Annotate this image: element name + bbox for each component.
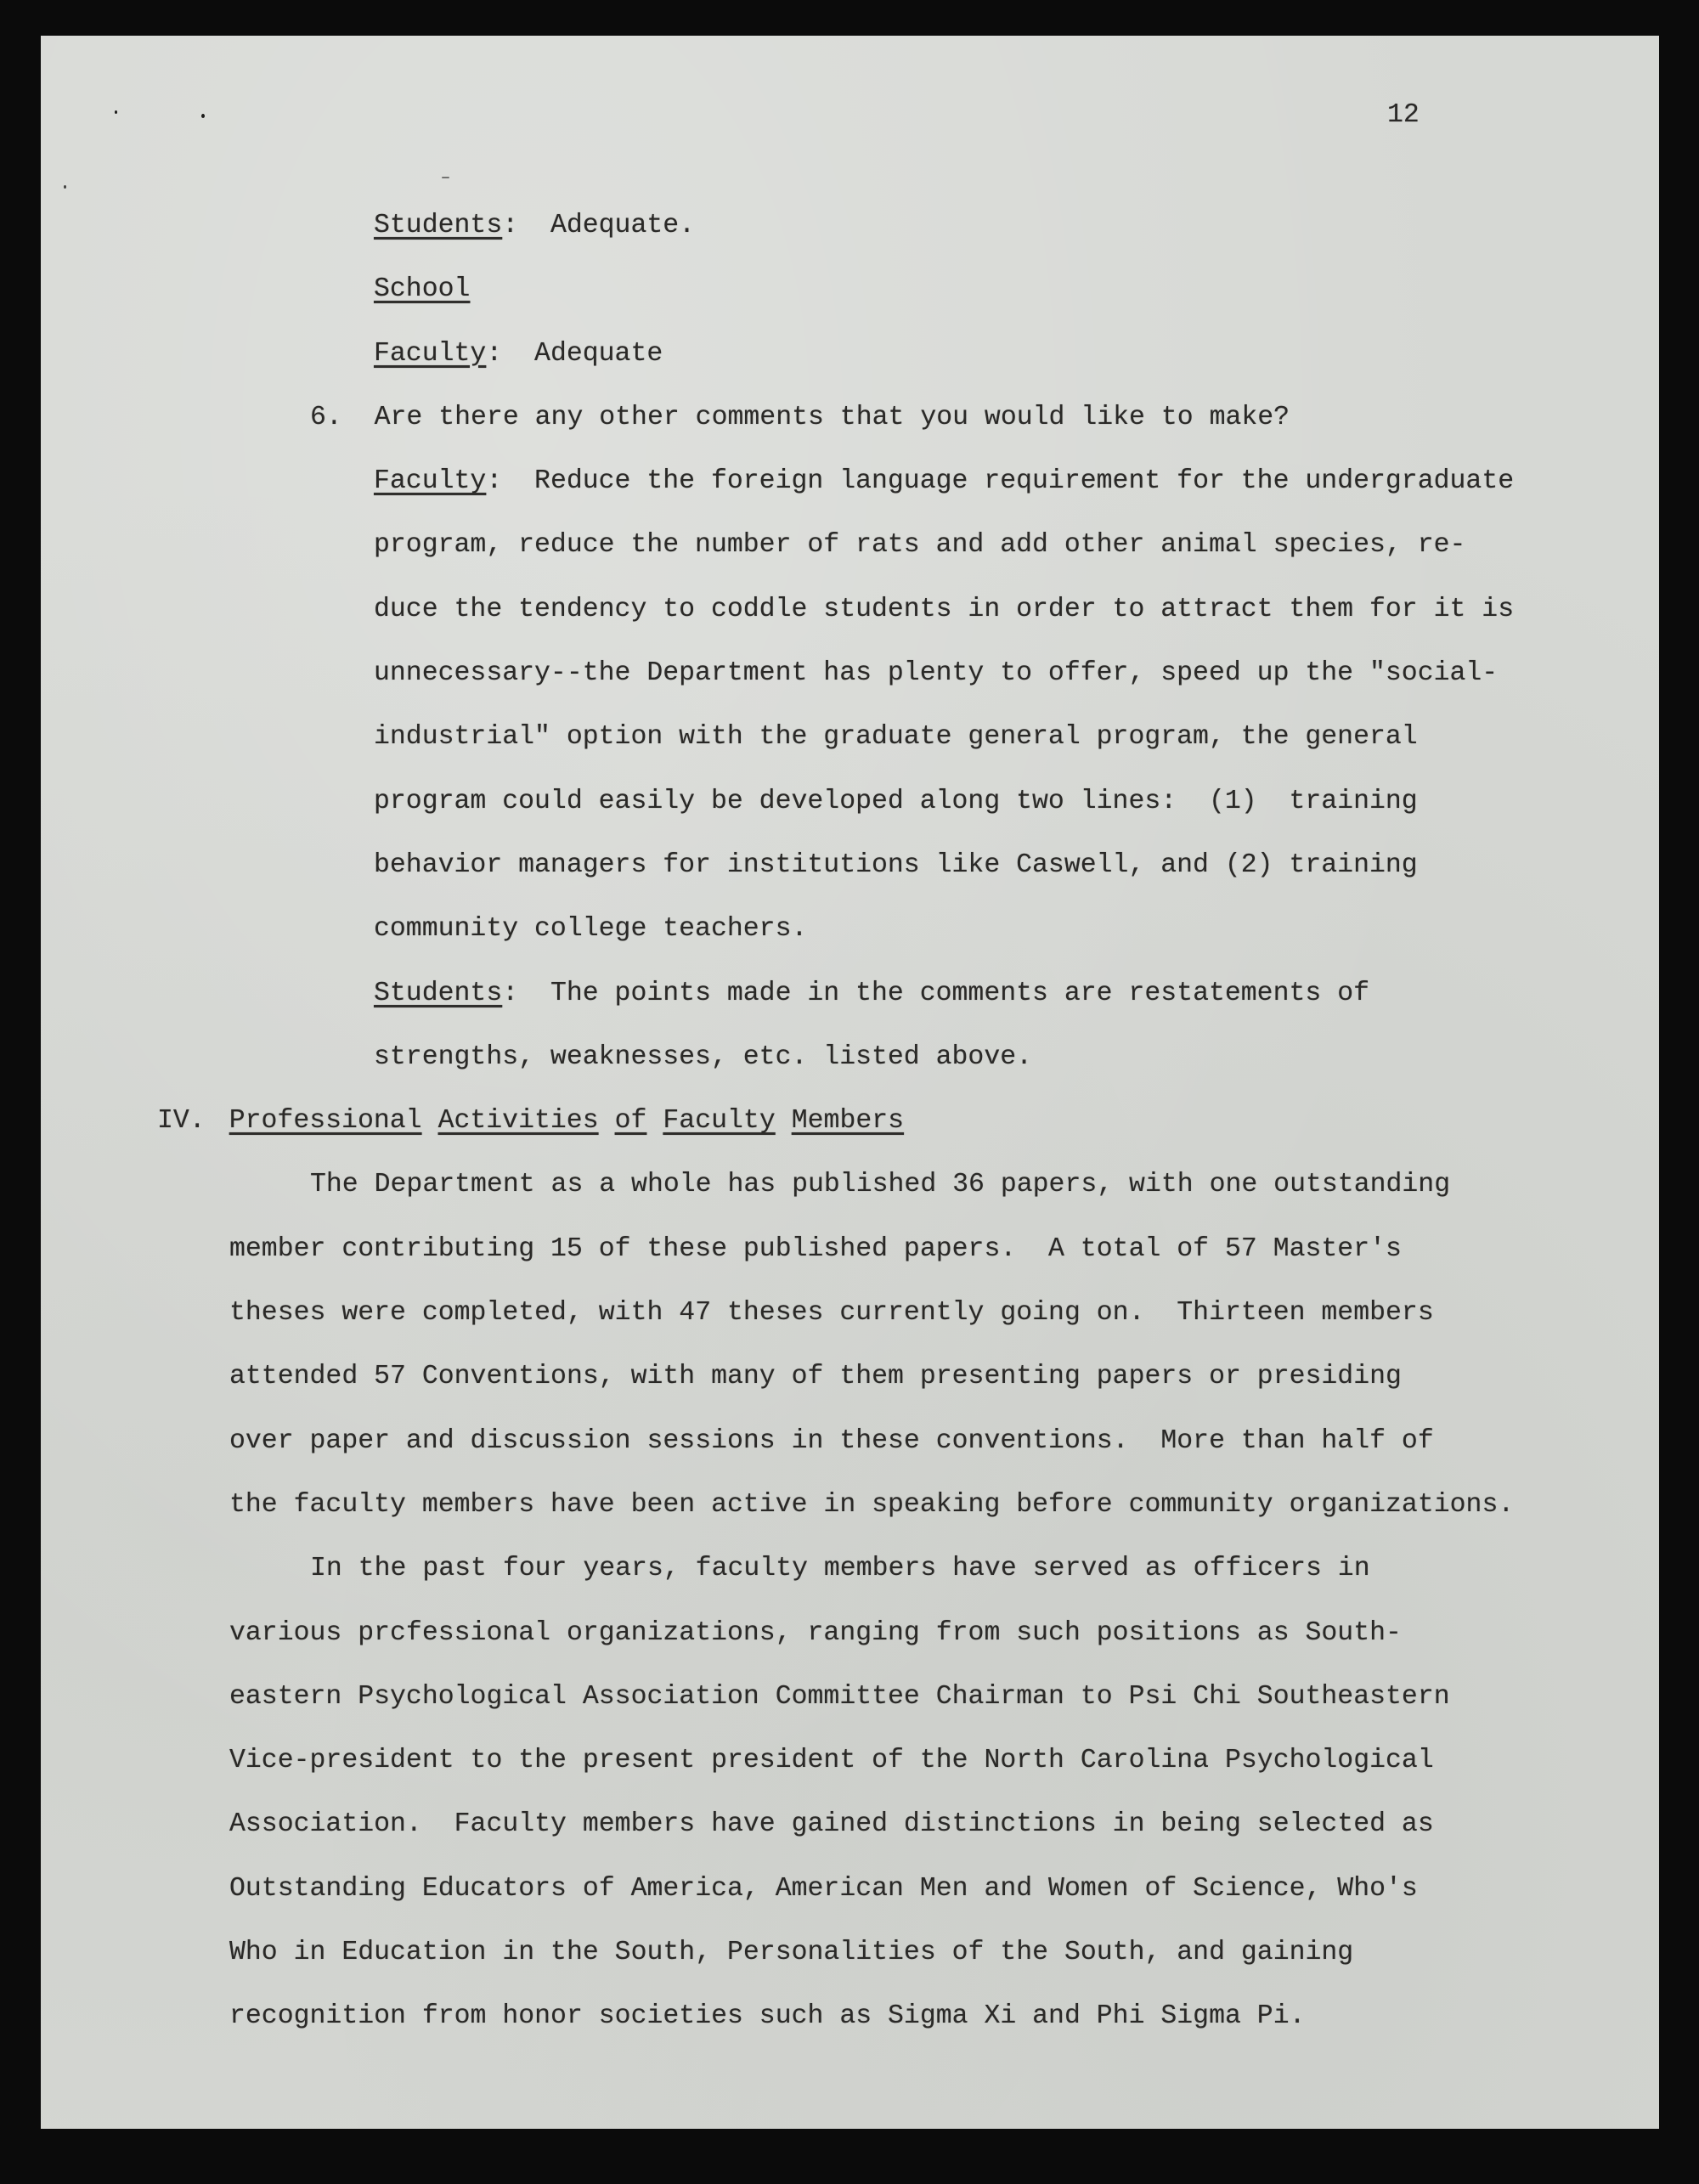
paragraph-text: Association. Faculty members have gained distinctions in being selected as bbox=[229, 1809, 1434, 1840]
line-paragraph2-3 bbox=[229, 1665, 1659, 1729]
paragraph-text: Who in Education in the South, Personalities of the South, and gaining bbox=[229, 1938, 1354, 1968]
line-paragraph2-4 bbox=[229, 1729, 1659, 1792]
faculty-label: Faculty bbox=[374, 338, 487, 369]
paragraph-text: member contributing 15 of these published papers. A total of 57 Master's bbox=[229, 1233, 1402, 1264]
line-paragraph1-4 bbox=[229, 1345, 1659, 1408]
document-body bbox=[41, 194, 1659, 2049]
line-students-response-2 bbox=[374, 1025, 1659, 1089]
students-label: Students bbox=[374, 211, 503, 240]
heading-word: Activities bbox=[437, 1106, 599, 1137]
faculty-value: : Adequate bbox=[486, 338, 663, 369]
line-faculty-response-1 bbox=[374, 449, 1659, 513]
heading-word: Professional bbox=[229, 1106, 422, 1137]
line-paragraph1-3 bbox=[229, 1281, 1659, 1345]
faculty-label: Faculty bbox=[374, 466, 487, 497]
line-section-iv-heading bbox=[157, 1089, 1659, 1153]
paragraph-text: recognition from honor societies such as Sigma Xi and Phi Sigma Pi. bbox=[229, 2001, 1306, 2032]
faculty-response-text: unnecessary--the Department has plenty to offer, speed up the "social- bbox=[374, 658, 1499, 689]
line-school-heading bbox=[374, 257, 1659, 321]
heading-word: Members bbox=[791, 1106, 905, 1137]
page-number: 12 bbox=[1387, 100, 1420, 130]
line-students-adequate bbox=[374, 194, 1659, 257]
document-page bbox=[41, 36, 1659, 2129]
faculty-response-text: : Reduce the foreign language requirement for the undergraduate bbox=[486, 466, 1515, 497]
paragraph-text: theses were completed, with 47 theses currently going on. Thirteen members bbox=[229, 1298, 1434, 1329]
faculty-response-text: program could easily be developed along two lines: (1) training bbox=[374, 786, 1418, 816]
paragraph-text: the faculty members have been active in speaking before community organizations. bbox=[229, 1489, 1515, 1520]
line-paragraph1-5 bbox=[229, 1409, 1659, 1473]
faculty-response-text: industrial" option with the graduate general program, the general bbox=[374, 722, 1418, 753]
line-paragraph2-6 bbox=[229, 1857, 1659, 1921]
school-label: School bbox=[374, 274, 471, 305]
scan-speck bbox=[64, 185, 66, 189]
line-paragraph2-1 bbox=[310, 1537, 1659, 1600]
line-students-response-1 bbox=[374, 962, 1659, 1025]
paragraph-text: Outstanding Educators of America, American Men and Women of Science, Who's bbox=[229, 1873, 1418, 1904]
question-6-text: 6. Are there any other comments that you would like to make? bbox=[310, 402, 1290, 432]
students-response-text: : The points made in the comments are restatements of bbox=[502, 978, 1370, 1008]
heading-word: Faculty bbox=[663, 1106, 776, 1137]
faculty-response-text: community college teachers. bbox=[374, 914, 808, 945]
line-paragraph1-6 bbox=[229, 1473, 1659, 1537]
line-paragraph2-5 bbox=[229, 1792, 1659, 1856]
faculty-response-text: program, reduce the number of rats and add other animal species, re- bbox=[374, 530, 1466, 561]
paragraph-text: over paper and discussion sessions in these conventions. More than half of bbox=[229, 1425, 1434, 1456]
paragraph-text: eastern Psychological Association Committee Chairman to Psi Chi Southeastern bbox=[229, 1681, 1450, 1712]
paragraph-text: various prcfessional organizations, ranging from such positions as South- bbox=[229, 1617, 1402, 1648]
line-paragraph2-8 bbox=[229, 1984, 1659, 2048]
section-numeral: IV. bbox=[157, 1106, 206, 1137]
heading-word: of bbox=[614, 1106, 647, 1137]
scan-speck bbox=[442, 177, 449, 178]
line-faculty-response-6 bbox=[374, 770, 1659, 833]
students-label: Students bbox=[374, 978, 503, 1008]
faculty-response-text: duce the tendency to coddle students in order to attract them for it is bbox=[374, 594, 1515, 624]
paragraph-text: attended 57 Conventions, with many of them presenting papers or presiding bbox=[229, 1362, 1402, 1392]
students-response-text: strengths, weaknesses, etc. listed above. bbox=[374, 1041, 1033, 1072]
line-paragraph1-2 bbox=[229, 1217, 1659, 1281]
paragraph-text: In the past four years, faculty members have served as officers in bbox=[310, 1554, 1370, 1584]
paragraph-text: The Department as a whole has published 36 papers, with one outstanding bbox=[310, 1170, 1451, 1200]
line-question-6 bbox=[310, 386, 1659, 449]
line-faculty-response-2 bbox=[374, 513, 1659, 577]
faculty-response-text: behavior managers for institutions like Caswell, and (2) training bbox=[374, 849, 1418, 880]
line-paragraph2-7 bbox=[229, 1921, 1659, 1984]
scan-speck bbox=[201, 114, 205, 118]
line-faculty-response-3 bbox=[374, 578, 1659, 641]
line-faculty-response-4 bbox=[374, 641, 1659, 705]
line-faculty-response-7 bbox=[374, 833, 1659, 897]
line-faculty-adequate bbox=[374, 322, 1659, 386]
students-value: : Adequate. bbox=[502, 211, 696, 240]
scan-speck bbox=[115, 110, 117, 114]
line-paragraph2-2 bbox=[229, 1601, 1659, 1665]
paragraph-text: Vice-president to the present president of the North Carolina Psychological bbox=[229, 1746, 1434, 1776]
line-faculty-response-5 bbox=[374, 705, 1659, 769]
line-faculty-response-8 bbox=[374, 897, 1659, 961]
line-paragraph1-1 bbox=[310, 1153, 1659, 1216]
